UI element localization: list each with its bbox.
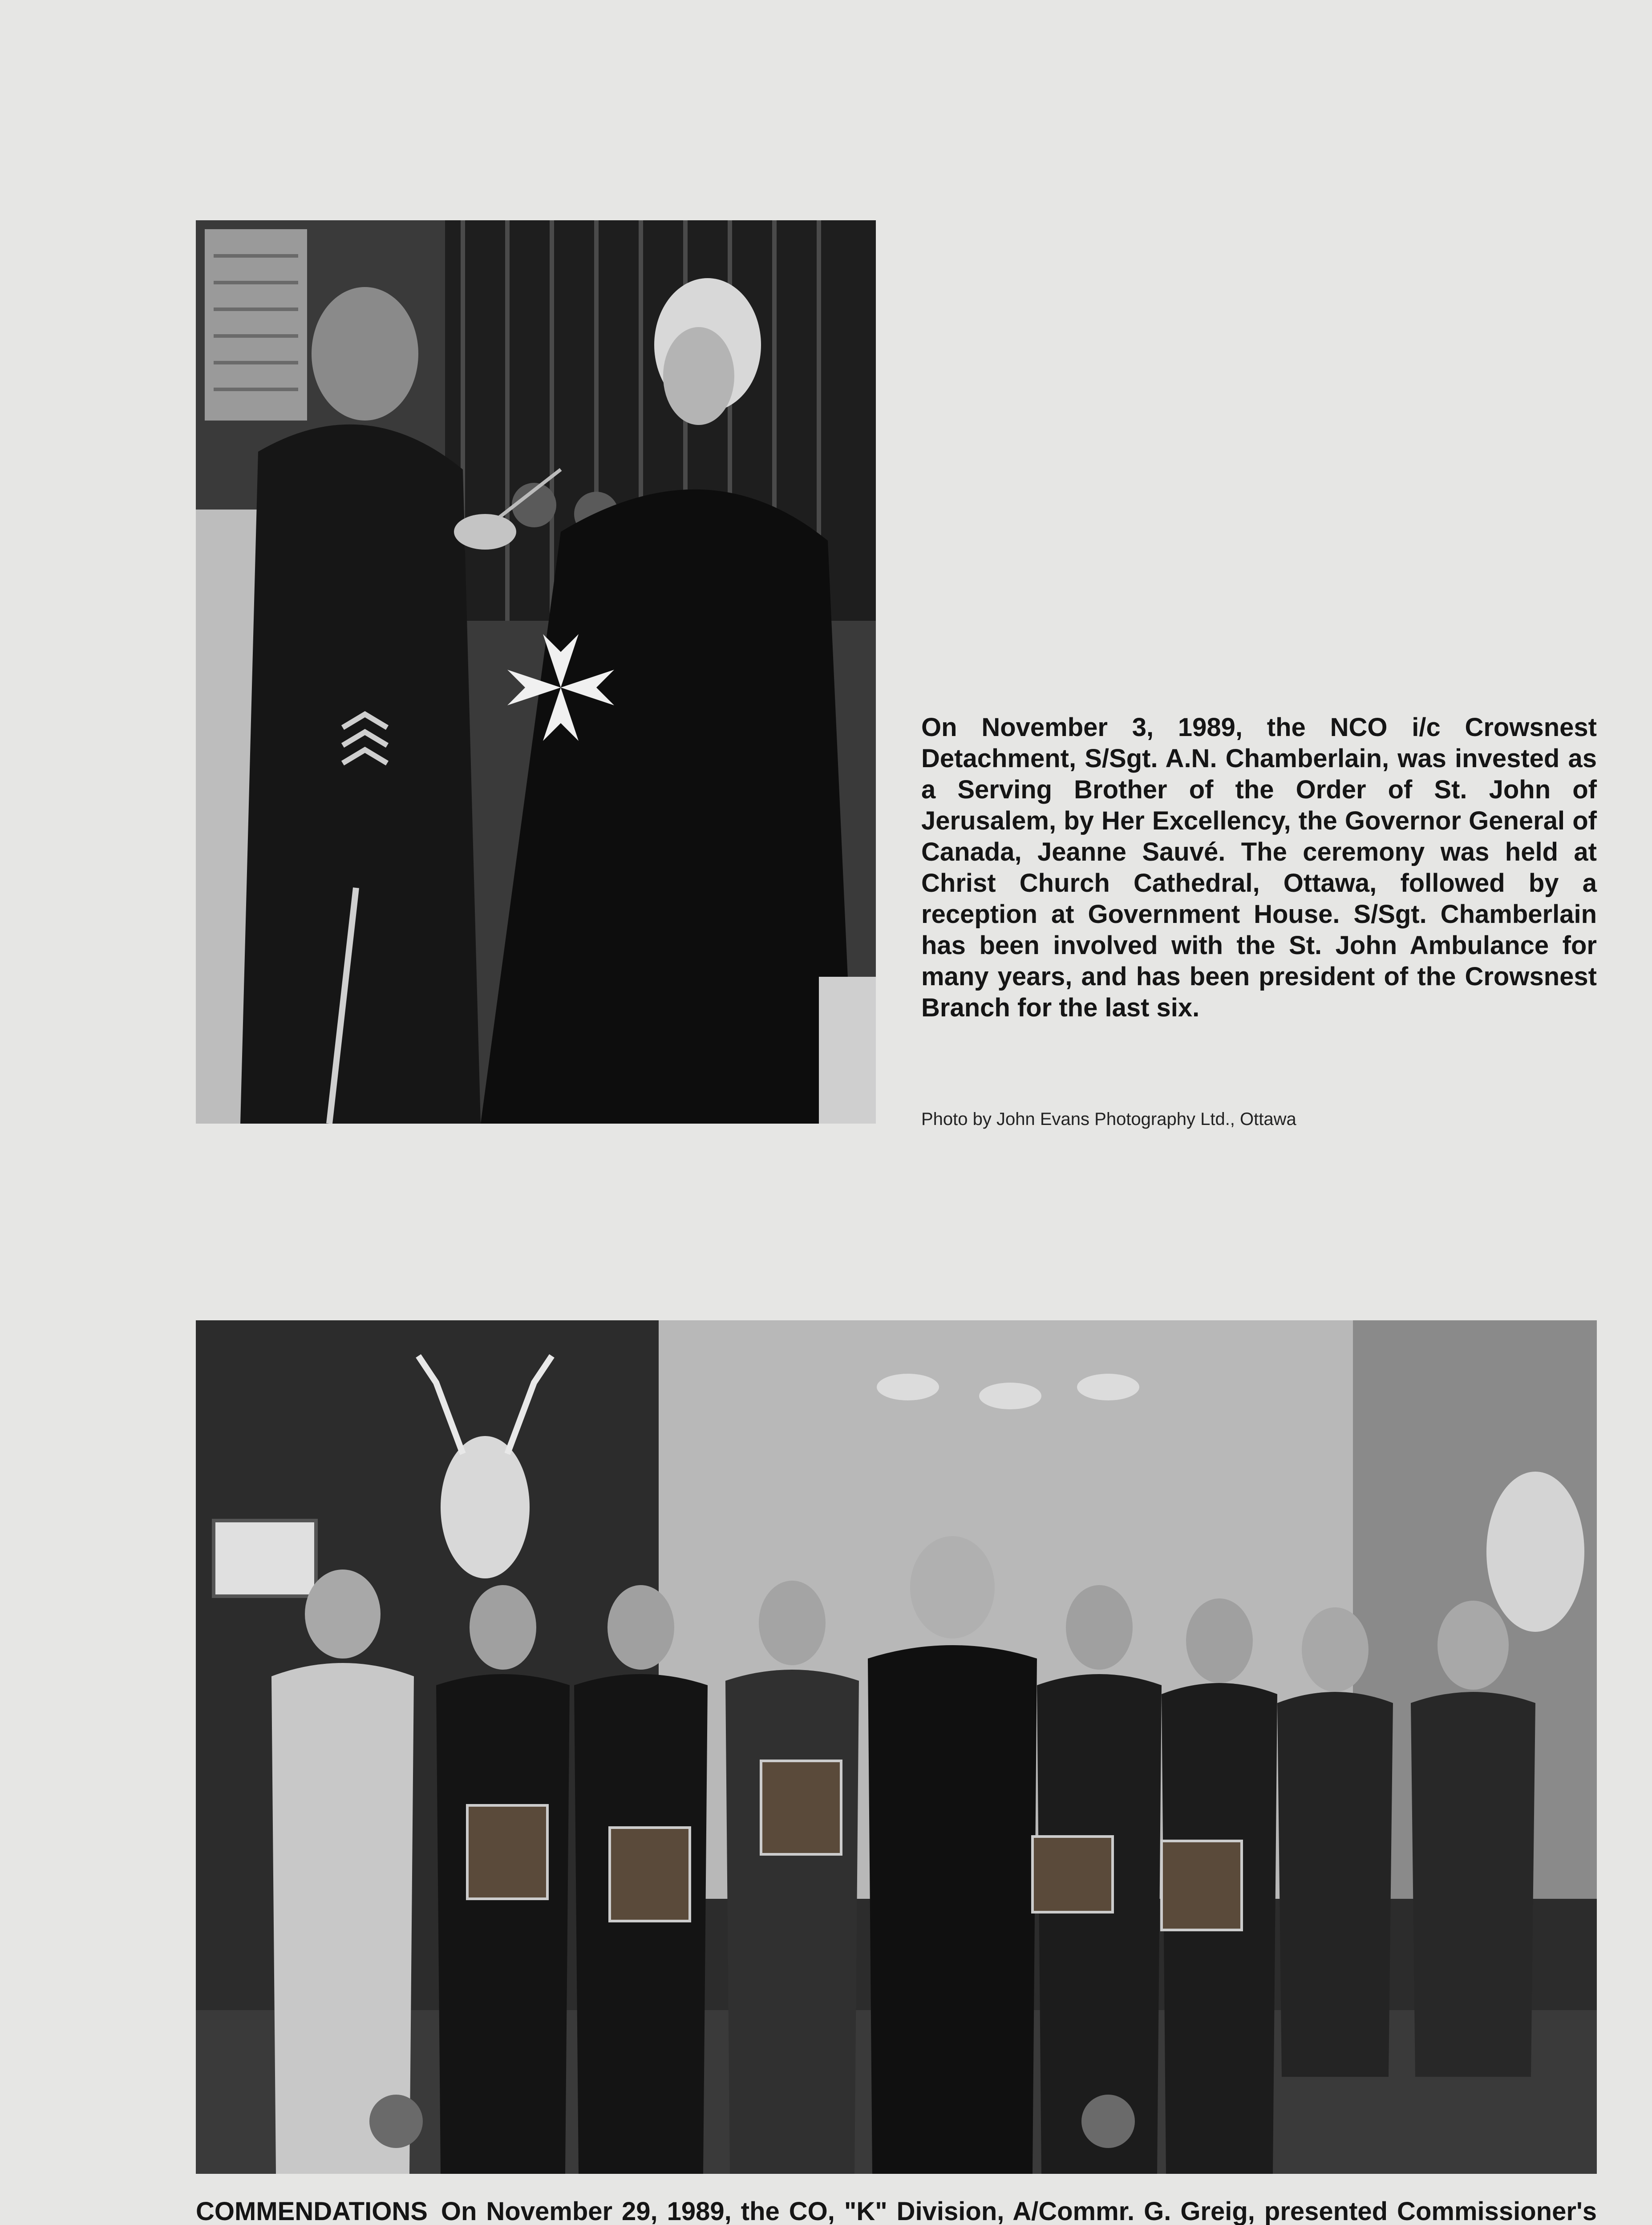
investiture-photo <box>196 220 876 1124</box>
caption-lead: COMMENDATIONS <box>196 2197 428 2225</box>
commendations-group-photo <box>196 1320 1597 2174</box>
photo-credit: Photo by John Evans Photography Ltd., Ottawa <box>921 1109 1296 1129</box>
caption-body: On November 29, 1989, the CO, "K" Division, A/Commr. G. Greig, presented Commissioner's <box>441 2197 1597 2225</box>
investiture-caption: On November 3, 1989, the NCO i/c Crowsnest Detachment, S/Sgt. A.N. Chamberlain, was invested as a Serving Brother of the Order of St. John of Jerusalem, by Her Excellency, the Governor General of Canada, Jeanne Sauvé. The ceremony was held at Christ Church Cathedral, Ottawa, followed by a reception at Government House. S/Sgt. Chamberlain has been involved with the St. John Ambulance for many years, and has been president of the Crowsnest Branch for the last six. <box>921 713 1597 1022</box>
commendations-caption <box>196 2196 1597 2225</box>
